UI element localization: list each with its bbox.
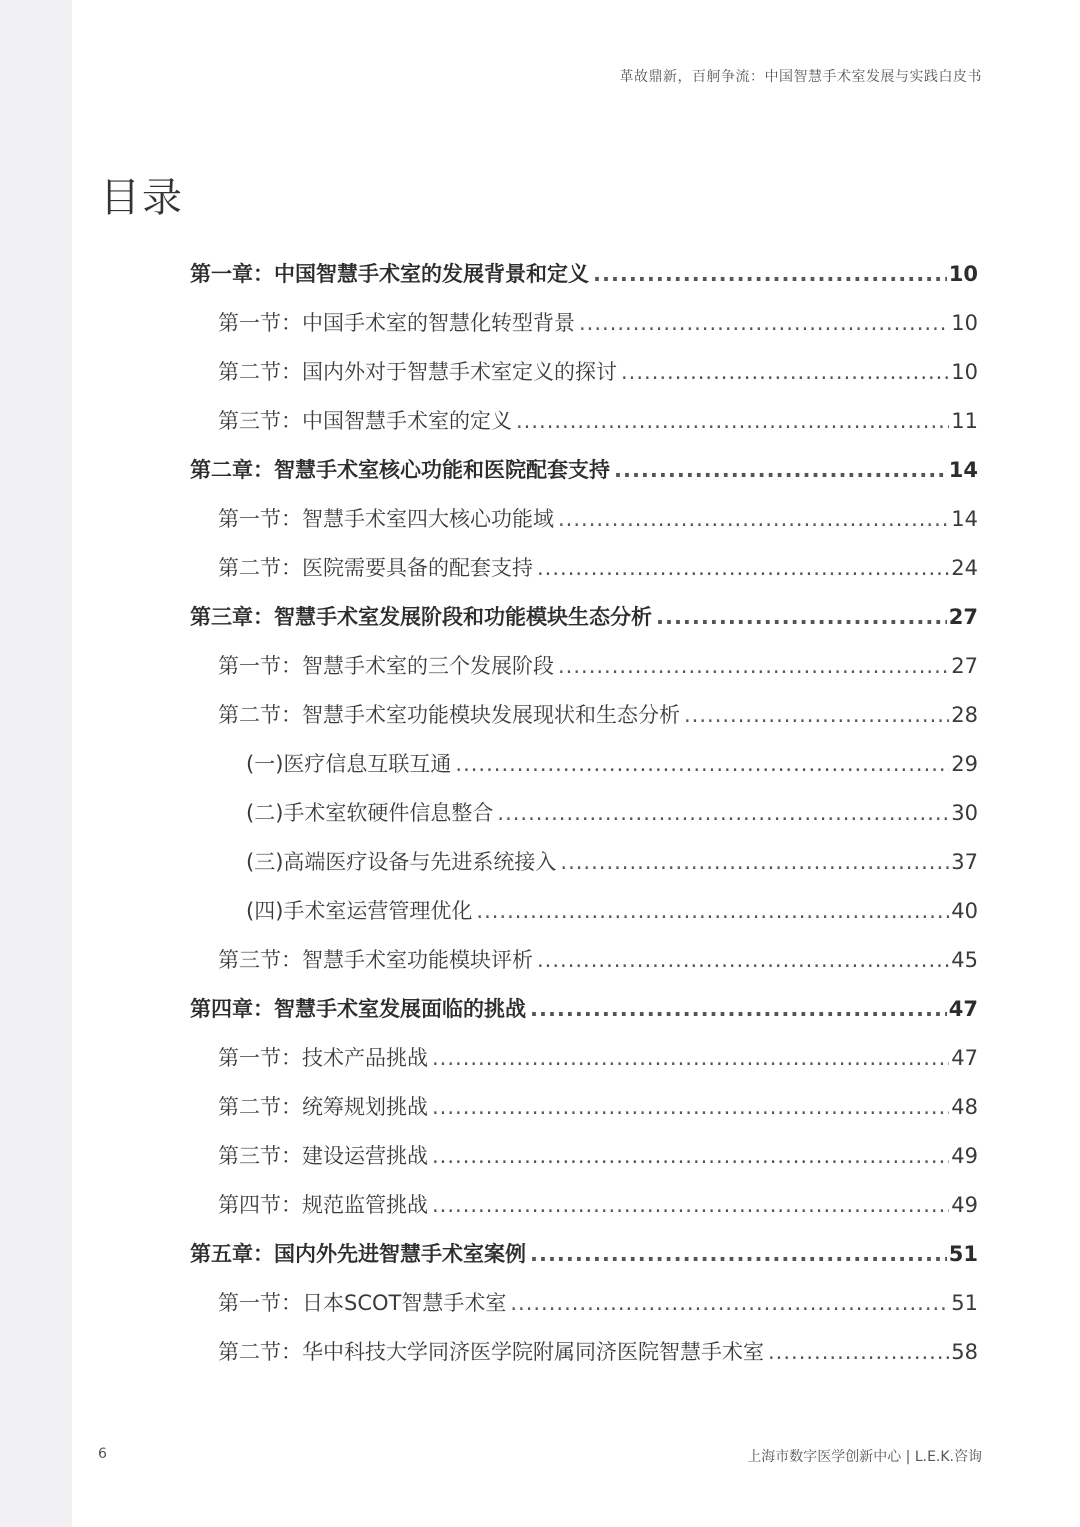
- toc-entry-section[interactable]: [218, 1328, 978, 1377]
- toc-dot-leader: [432, 1132, 949, 1181]
- toc-entry-page-number: 45: [951, 948, 978, 972]
- toc-entry-section[interactable]: [218, 1083, 978, 1132]
- toc-entry-page-number: 58: [951, 1340, 978, 1364]
- toc-dot-leader: [432, 1034, 949, 1083]
- toc-dot-leader: [516, 397, 949, 446]
- toc-dot-leader: [497, 789, 949, 838]
- toc-entry-subsection[interactable]: [246, 789, 978, 838]
- toc-entry-page-number: 10: [951, 311, 978, 335]
- toc-dot-leader: [768, 1328, 949, 1377]
- toc-dot-leader: [684, 691, 949, 740]
- toc-dot-leader: [558, 642, 949, 691]
- toc-entry-page-number: 27: [948, 605, 978, 629]
- toc-entry-title: 第一节：日本SCOT智慧手术室: [218, 1291, 507, 1315]
- document-page: [72, 0, 1080, 1527]
- toc-title: 目录: [100, 175, 184, 221]
- toc-dot-leader: [579, 299, 949, 348]
- toc-dot-leader: [530, 985, 947, 1034]
- toc-entry-title: 第二节：国内外对于智慧手术室定义的探讨: [218, 360, 617, 384]
- toc-entry-title: 第一节：智慧手术室的三个发展阶段: [218, 654, 554, 678]
- toc-entry-title: (一)医疗信息互联互通: [246, 752, 452, 776]
- toc-entry-page-number: 14: [948, 458, 978, 482]
- toc-entry-page-number: 37: [951, 850, 978, 874]
- toc-entry-page-number: 48: [951, 1095, 978, 1119]
- toc-entry-page-number: 40: [951, 899, 978, 923]
- toc-entry-title: 第三章：智慧手术室发展阶段和功能模块生态分析: [190, 605, 652, 629]
- toc-dot-leader: [455, 740, 949, 789]
- toc-entry-chapter[interactable]: [190, 1230, 978, 1279]
- toc-entry-page-number: 49: [951, 1144, 978, 1168]
- toc-entry-section[interactable]: [218, 1181, 978, 1230]
- toc-dot-leader: [621, 348, 949, 397]
- toc-entry-chapter[interactable]: [190, 985, 978, 1034]
- toc-entry-page-number: 30: [951, 801, 978, 825]
- toc-entry-page-number: 47: [951, 1046, 978, 1070]
- toc-entry-title: 第二节：智慧手术室功能模块发展现状和生态分析: [218, 703, 680, 727]
- toc-entry-page-number: 51: [948, 1242, 978, 1266]
- toc-entry-page-number: 11: [951, 409, 978, 433]
- toc-entry-title: 第三节：建设运营挑战: [218, 1144, 428, 1168]
- toc-entry-title: 第二节：医院需要具备的配套支持: [218, 556, 533, 580]
- footer-page-number: 6: [98, 1446, 107, 1462]
- toc-entry-chapter[interactable]: [190, 593, 978, 642]
- toc-entry-title: 第一章：中国智慧手术室的发展背景和定义: [190, 262, 589, 286]
- toc-entry-section[interactable]: [218, 544, 978, 593]
- toc-entry-subsection[interactable]: [246, 838, 978, 887]
- toc-entry-title: 第二节：华中科技大学同济医学院附属同济医院智慧手术室: [218, 1340, 764, 1364]
- toc-dot-leader: [656, 593, 947, 642]
- toc-dot-leader: [614, 446, 947, 495]
- toc-entry-title: 第五章：国内外先进智慧手术室案例: [190, 1242, 526, 1266]
- toc-entry-title: (三)高端医疗设备与先进系统接入: [246, 850, 557, 874]
- toc-entry-title: 第一节：技术产品挑战: [218, 1046, 428, 1070]
- toc-entry-page-number: 49: [951, 1193, 978, 1217]
- toc-entry-section[interactable]: [218, 1279, 978, 1328]
- toc-dot-leader: [432, 1083, 949, 1132]
- toc-entry-section[interactable]: [218, 936, 978, 985]
- toc-entry-section[interactable]: [218, 1132, 978, 1181]
- toc-dot-leader: [537, 936, 949, 985]
- toc-entry-section[interactable]: [218, 397, 978, 446]
- toc-entry-page-number: 14: [951, 507, 978, 531]
- toc-dot-leader: [593, 250, 947, 299]
- footer-organization: 上海市数字医学创新中心 | L.E.K.咨询: [747, 1449, 982, 1465]
- toc-entry-page-number: 24: [951, 556, 978, 580]
- toc-entry-section[interactable]: [218, 691, 978, 740]
- toc-dot-leader: [537, 544, 949, 593]
- toc-entry-page-number: 10: [951, 360, 978, 384]
- running-header: 革故鼎新，百舸争流：中国智慧手术室发展与实践白皮书: [619, 69, 982, 85]
- toc-entry-page-number: 28: [951, 703, 978, 727]
- toc-entry-chapter[interactable]: [190, 446, 978, 495]
- toc-entry-title: 第四节：规范监管挑战: [218, 1193, 428, 1217]
- toc-entry-chapter[interactable]: [190, 250, 978, 299]
- toc-dot-leader: [510, 1279, 949, 1328]
- toc-entry-section[interactable]: [218, 642, 978, 691]
- toc-entry-page-number: 29: [951, 752, 978, 776]
- toc-entry-title: 第二节：统筹规划挑战: [218, 1095, 428, 1119]
- toc-entry-page-number: 27: [951, 654, 978, 678]
- toc-dot-leader: [432, 1181, 949, 1230]
- toc-entry-title: 第一节：中国手术室的智慧化转型背景: [218, 311, 575, 335]
- toc-entry-subsection[interactable]: [246, 887, 978, 936]
- toc-entry-section[interactable]: [218, 348, 978, 397]
- toc-dot-leader: [530, 1230, 947, 1279]
- toc-entry-page-number: 10: [948, 262, 978, 286]
- toc-dot-leader: [476, 887, 949, 936]
- toc-entry-section[interactable]: [218, 495, 978, 544]
- toc-entry-title: 第一节：智慧手术室四大核心功能域: [218, 507, 554, 531]
- toc-entry-title: (四)手术室运营管理优化: [246, 899, 473, 923]
- toc-entry-section[interactable]: [218, 1034, 978, 1083]
- toc-entry-title: 第四章：智慧手术室发展面临的挑战: [190, 997, 526, 1021]
- toc-entry-title: (二)手术室软硬件信息整合: [246, 801, 494, 825]
- toc-entry-title: 第二章：智慧手术室核心功能和医院配套支持: [190, 458, 610, 482]
- toc-dot-leader: [558, 495, 949, 544]
- toc-entry-title: 第三节：中国智慧手术室的定义: [218, 409, 512, 433]
- toc-entry-page-number: 47: [948, 997, 978, 1021]
- toc-entry-section[interactable]: [218, 299, 978, 348]
- toc-dot-leader: [560, 838, 949, 887]
- toc-entry-subsection[interactable]: [246, 740, 978, 789]
- toc-entry-page-number: 51: [951, 1291, 978, 1315]
- toc-entry-title: 第三节：智慧手术室功能模块评析: [218, 948, 533, 972]
